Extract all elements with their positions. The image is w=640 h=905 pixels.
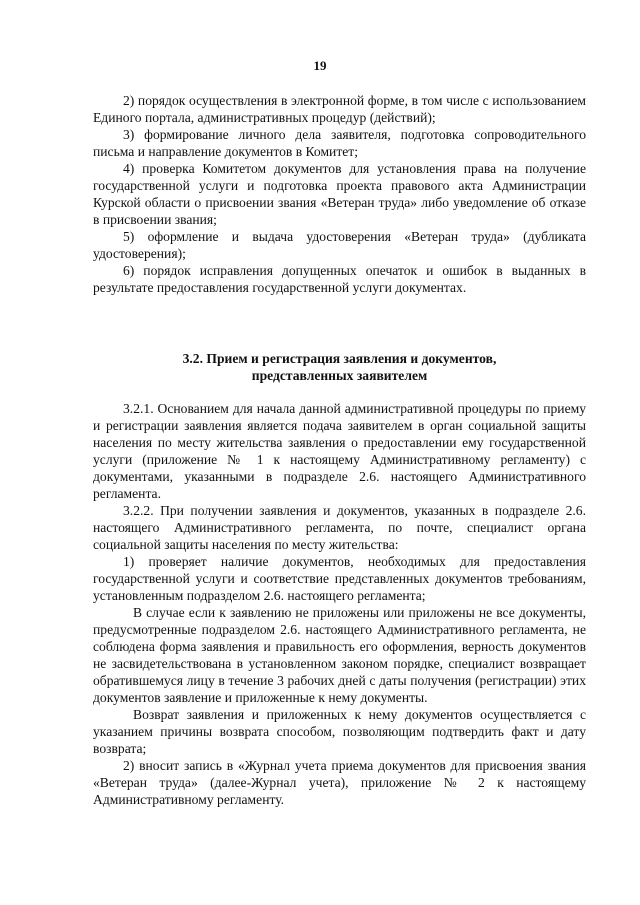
paragraph-item-2: 2) вносит запись в «Журнал учета приема документов для присвоения звания «Ветеран труда» (далее-Журнал учета), приложение № 2 к настоящему Административному регламенту.	[93, 758, 586, 807]
paragraph-case: В случае если к заявлению не приложены или приложены не все документы, предусмотренные подразделом 2.6. настоящего Административного регламента, не соблюдена форма заявления и правильность его оформления, верность документов не засвидетельствована в установленном законом порядке, специалист возвращает обратившемуся лицу в течение 3 рабочих дней с даты получения (регистрации) этих документов заявление и приложенные к нему документы.	[93, 605, 586, 705]
procedures-list	[93, 92, 586, 296]
paragraph-3-2-1: 3.2.1. Основанием для начала данной административной процедуры по приему и регистрации заявления является подача заявителем в орган социальной защиты населения по месту жительства заявления о предоставлении ему государственной услуги (приложение № 1 к настоящему Административному регламенту) с документами, указанными в подразделе 2.6. настоящего Административного регламента.	[93, 401, 586, 501]
list-item: 6) порядок исправления допущенных опечаток и ошибок в выданных в результате предоставления государственной услуги документах.	[93, 263, 586, 295]
page-number: 19	[313, 58, 327, 73]
paragraph-item-1: 1) проверяет наличие документов, необходимых для предоставления государственной услуги и соответствие представленных документов требованиям, установленным подразделом 2.6. настоящего регламента;	[93, 554, 586, 603]
list-item: 4) проверка Комитетом документов для установления права на получение государственной услуги и подготовка проекта правового акта Администрации Курской области о присвоении звания «Ветеран труда» либо уведомление об отказе в присвоении звания;	[93, 161, 586, 227]
section-heading-line1: 3.2. Прием и регистрация заявления и документов,	[182, 351, 497, 366]
section-heading	[93, 350, 586, 384]
section-heading-line2: представленных заявителем	[251, 368, 428, 383]
paragraph-3-2-2: 3.2.2. При получении заявления и документов, указанных в подразделе 2.6. настоящего Административного регламента, по почте, специалист органа социальной защиты населения по месту жительства:	[93, 503, 586, 552]
list-item: 2) порядок осуществления в электронной форме, в том числе с использованием Единого портала, административных процедур (действий);	[93, 93, 586, 125]
section-body	[93, 400, 586, 808]
list-item: 3) формирование личного дела заявителя, подготовка сопроводительного письма и направление документов в Комитет;	[93, 127, 586, 159]
list-item: 5) оформление и выдача удостоверения «Ветеран труда» (дубликата удостоверения);	[93, 229, 586, 261]
paragraph-return: Возврат заявления и приложенных к нему документов осуществляется с указанием причины возврата способом, позволяющим подтвердить факт и дату возврата;	[93, 707, 586, 756]
